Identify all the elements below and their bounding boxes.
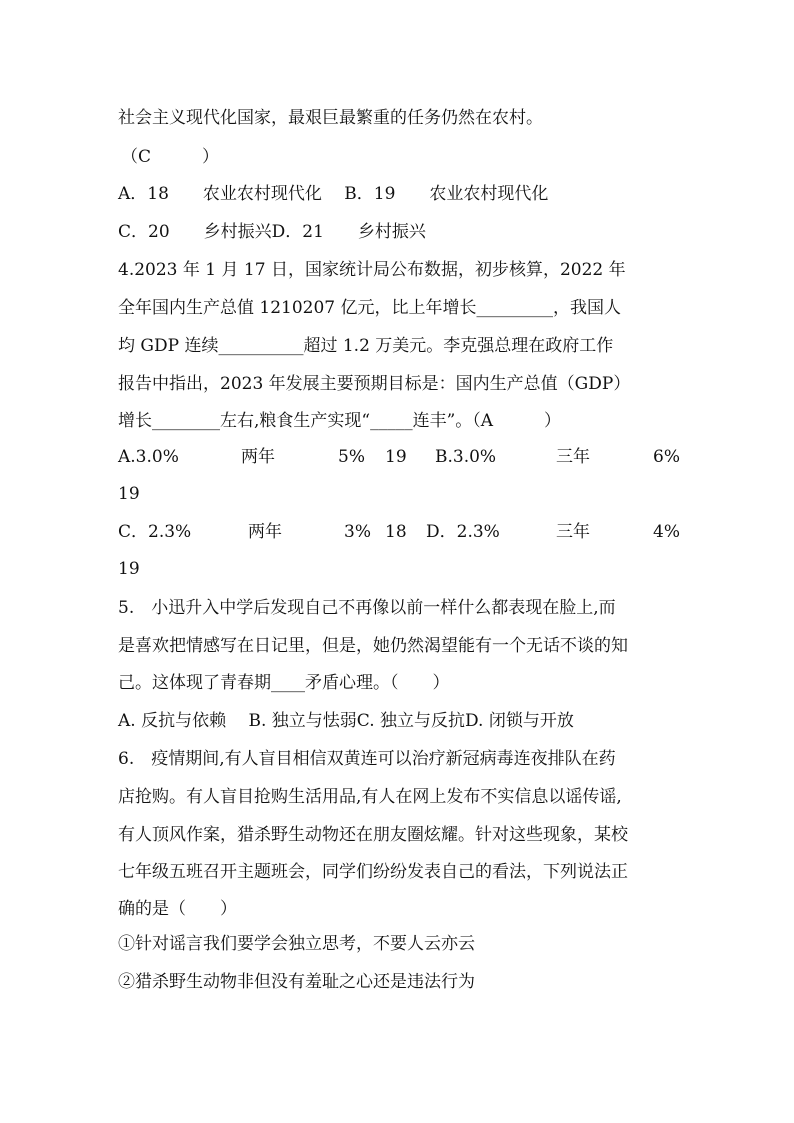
question-5-line: 己。这体现了青春期____矛盾心理。（ ） (118, 673, 450, 693)
option-a-pct: 5% (338, 447, 365, 467)
question-4-line: 增长________左右,粮食生产实现“_____连丰”。（A ） (118, 411, 562, 431)
question-4-line: 19 (118, 484, 140, 504)
option-c-label: C．2.3% (118, 522, 192, 542)
option-line: A．18 农业农村现代化 B．19 农业农村现代化 (118, 184, 549, 204)
question-6-line: 确的是（ ） (118, 899, 237, 919)
option-b-word: 三年 (556, 447, 590, 467)
question-4-line: 均 GDP 连续__________超过 1.2 万美元。李克强总理在政府工作 (118, 336, 614, 356)
option-d-pct: 4% (653, 522, 680, 542)
question-6-line: 6. 疫情期间,有人盲目相信双黄连可以治疗新冠病毒连夜排队在药 (118, 749, 616, 769)
question-4-line: 全年国内生产总值 1210207 亿元，比上年增长_________，我国人 (118, 298, 622, 318)
text-line: 社会主义现代化国家，最艰巨最繁重的任务仍然在农村。 (118, 108, 543, 128)
question-5-line: 5. 小迅升入中学后发现自己不再像以前一样什么都表现在脸上,而 (118, 598, 616, 618)
option-d-label: D．2.3% (426, 522, 500, 542)
option-a-label: A.3.0% (118, 447, 179, 467)
option-c-word: 两年 (248, 522, 282, 542)
option-a-word: 两年 (241, 447, 275, 467)
question-4-line: 4.2023 年 1 月 17 日，国家统计局公布数据，初步核算，2022 年 (118, 260, 626, 280)
answer-line: （C ） (121, 147, 220, 167)
option-a-num: 19 (385, 447, 407, 467)
option-d-word: 三年 (556, 522, 590, 542)
question-6-line: 七年级五班召开主题班会，同学们纷纷发表自己的看法，下列说法正 (118, 862, 628, 882)
question-6-line: 有人顶风作案，猎杀野生动物还在朋友圈炫耀。针对这些现象，某校 (118, 825, 628, 845)
question-5-line: 是喜欢把情感写在日记里，但是，她仍然渴望能有一个无话不谈的知 (118, 636, 628, 656)
question-5-options: A. 反抗与依赖 B. 独立与怯弱C. 独立与反抗D. 闭锁与开放 (118, 711, 574, 731)
question-4-line: 19 (118, 559, 140, 579)
statement-2: ②猎杀野生动物非但没有羞耻之心还是违法行为 (118, 972, 475, 992)
option-line: C．20 乡村振兴D．21 乡村振兴 (118, 222, 426, 242)
option-b-label: B.3.0% (435, 447, 497, 467)
option-c-pct: 3% (344, 522, 371, 542)
statement-1: ①针对谣言我们要学会独立思考，不要人云亦云 (118, 934, 475, 954)
question-6-line: 店抢购。有人盲目抢购生活用品,有人在网上发布不实信息以谣传谣, (118, 787, 622, 807)
option-b-pct: 6% (653, 447, 680, 467)
question-4-line: 报告中指出，2023 年发展主要预期目标是：国内生产总值（GDP） (118, 374, 631, 394)
option-c-num: 18 (385, 522, 407, 542)
